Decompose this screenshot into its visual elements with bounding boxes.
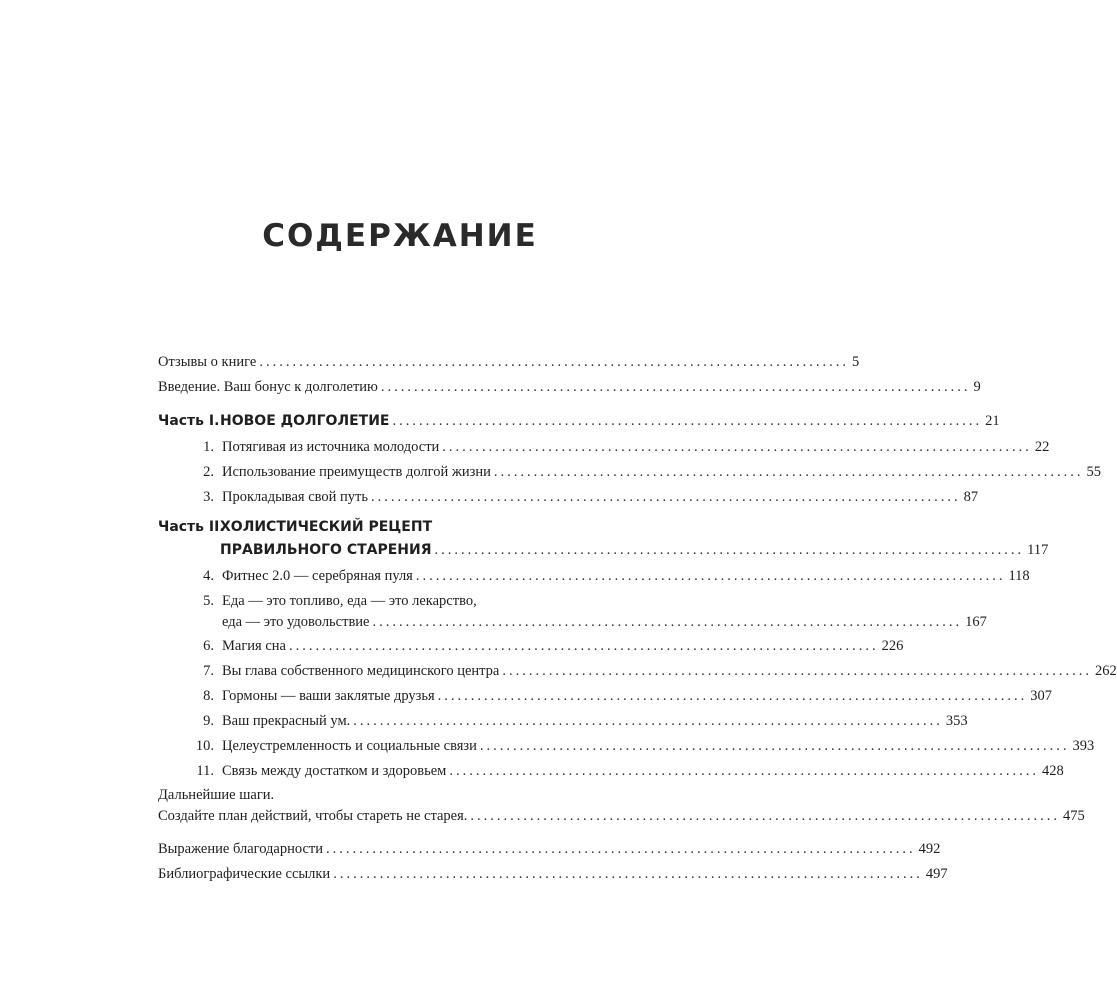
- toc-chapter-3[interactable]: [168, 487, 979, 507]
- chapter-label: Целеустремленность и социальные связи: [222, 738, 477, 754]
- toc-entry-references[interactable]: [158, 864, 948, 884]
- chapter-label: Связь между достатком и здоровьем: [222, 763, 447, 779]
- page-number: 117: [1027, 542, 1049, 558]
- page-number: 353: [945, 713, 968, 729]
- part-prefix: Часть I.: [158, 413, 220, 429]
- page-number: 21: [985, 413, 1000, 429]
- dot-leader: .........................................................................................: [442, 439, 1032, 455]
- chapter-label-continued: еда — это удовольствие: [222, 614, 370, 630]
- page-number: 428: [1041, 763, 1064, 779]
- chapter-label: Ваш прекрасный ум.: [222, 713, 351, 729]
- toc-chapter-8[interactable]: [168, 686, 1053, 706]
- toc-chapter-4[interactable]: [168, 566, 1030, 586]
- entry-label: Введение. Ваш бонус к долголетию: [158, 379, 378, 395]
- dot-leader: .........................................................................................: [353, 713, 943, 729]
- chapter-label: Магия сна: [222, 638, 286, 654]
- dot-leader: .........................................................................................: [437, 688, 1028, 704]
- dot-leader: .........................................................................................: [415, 568, 1006, 584]
- chapter-number: 4.: [203, 568, 214, 584]
- chapter-number: 5.: [203, 593, 214, 609]
- page-number: 262: [1094, 663, 1117, 679]
- chapter-label: Потягивая из источника молодости: [222, 439, 440, 455]
- entry-label: Создайте план действий, чтобы стареть не старея.: [158, 808, 468, 824]
- dot-leader: .........................................................................................: [392, 413, 983, 429]
- chapter-number: 7.: [203, 663, 214, 679]
- part-title-continued: ПРАВИЛЬНОГО СТАРЕНИЯ: [220, 542, 432, 558]
- page-number: 167: [965, 614, 987, 630]
- part-prefix: Часть II.: [158, 519, 225, 535]
- toc-chapter-2[interactable]: [168, 462, 1102, 482]
- page-number: 5: [851, 354, 860, 370]
- chapter-number: 11.: [196, 763, 214, 779]
- page-number: 475: [1063, 808, 1085, 824]
- toc-part-2-line2[interactable]: [220, 540, 1049, 560]
- toc-chapter-9[interactable]: [168, 711, 968, 731]
- page-number: 307: [1030, 688, 1053, 704]
- dot-leader: .........................................................................................: [380, 379, 971, 395]
- dot-leader: .........................................................................................: [288, 638, 879, 654]
- chapter-number: 1.: [203, 439, 214, 455]
- page-number: 492: [918, 841, 941, 857]
- dot-leader: .........................................................................................: [449, 763, 1039, 779]
- toc-part-1[interactable]: [158, 411, 1000, 431]
- page-number: 393: [1072, 738, 1095, 754]
- entry-label: Отзывы о книге: [158, 354, 257, 370]
- dot-leader: .........................................................................................: [502, 663, 1092, 679]
- page-number: 226: [881, 638, 904, 654]
- toc-next-steps-heading[interactable]: Дальнейшие шаги.: [158, 787, 275, 803]
- dot-leader: .........................................................................................: [372, 614, 963, 630]
- chapter-label: Прокладывая свой путь: [222, 489, 368, 505]
- chapter-label: Гормоны — ваши заклятые друзья: [222, 688, 435, 704]
- toc-chapter-6[interactable]: [168, 636, 904, 656]
- chapter-label: Фитнес 2.0 — серебряная пуля: [222, 568, 413, 584]
- dot-leader: .........................................................................................: [370, 489, 961, 505]
- toc-chapter-5-line1[interactable]: [168, 591, 620, 611]
- page-title: СОДЕРЖАНИЕ: [262, 218, 538, 254]
- chapter-number: 2.: [203, 464, 214, 480]
- toc-entry-introduction[interactable]: [158, 377, 981, 397]
- toc-chapter-7[interactable]: [168, 661, 1117, 681]
- part-title: ХОЛИСТИЧЕСКИЙ РЕЦЕПТ: [220, 519, 433, 535]
- toc-part-2-line1[interactable]: [158, 517, 620, 537]
- toc-chapter-5-line2[interactable]: [222, 612, 987, 632]
- page-number: 497: [925, 866, 948, 882]
- entry-label: Библиографические ссылки: [158, 866, 331, 882]
- chapter-label: Вы глава собственного медицинского центра: [222, 663, 500, 679]
- dot-leader: .........................................................................................: [326, 841, 916, 857]
- chapter-number: 3.: [203, 489, 214, 505]
- dot-leader: .........................................................................................: [493, 464, 1084, 480]
- chapter-number: 9.: [203, 713, 214, 729]
- chapter-number: 8.: [203, 688, 214, 704]
- page-number: 55: [1086, 464, 1102, 480]
- toc-chapter-1[interactable]: [168, 437, 1050, 457]
- page-number: 118: [1008, 568, 1030, 584]
- chapter-label: Еда — это топливо, еда — это лекарство,: [222, 593, 477, 609]
- dot-leader: .........................................................................................: [434, 542, 1025, 558]
- toc-chapter-10[interactable]: [168, 736, 1095, 756]
- dot-leader: .........................................................................................: [333, 866, 923, 882]
- chapter-number: 10.: [195, 738, 214, 754]
- page-number: 87: [963, 489, 979, 505]
- dot-leader: .........................................................................................: [259, 354, 849, 370]
- page-number: 22: [1034, 439, 1050, 455]
- toc-next-steps[interactable]: [158, 806, 1085, 826]
- dot-leader: .........................................................................................: [470, 808, 1061, 824]
- dot-leader: .........................................................................................: [479, 738, 1070, 754]
- chapter-number: 6.: [203, 638, 214, 654]
- chapter-label: Использование преимуществ долгой жизни: [222, 464, 491, 480]
- toc-entry-reviews[interactable]: [158, 352, 860, 372]
- toc-chapter-11[interactable]: [168, 761, 1064, 781]
- toc-entry-acknowledgements[interactable]: [158, 839, 941, 859]
- page-number: 9: [973, 379, 981, 395]
- entry-label: Выражение благодарности: [158, 841, 324, 857]
- part-title: НОВОЕ ДОЛГОЛЕТИЕ: [220, 413, 390, 429]
